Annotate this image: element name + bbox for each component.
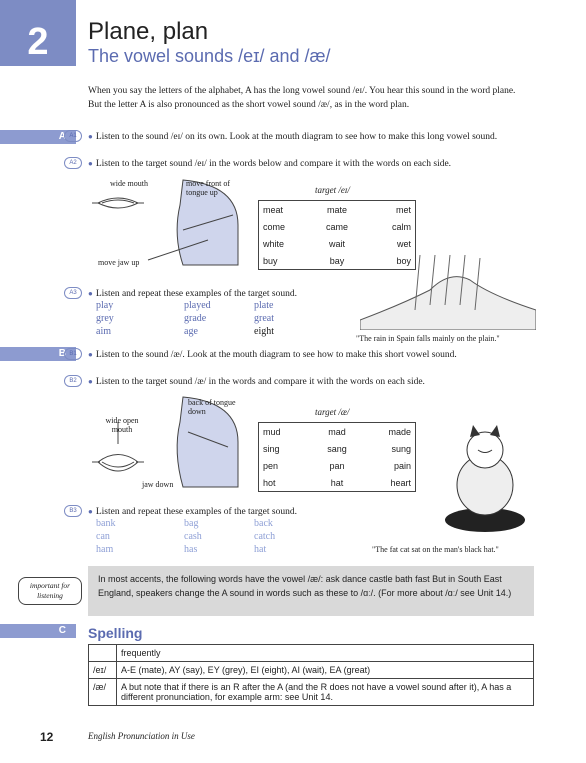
section-b-tab: B — [0, 347, 76, 361]
audio-track-icon[interactable]: A2 — [64, 157, 82, 169]
sound-cell: /eɪ/ — [89, 662, 117, 679]
example-word: grey — [96, 313, 114, 324]
section-a-instruction-3: ● Listen and repeat these examples of the target sound. — [88, 289, 297, 299]
example-word: plate — [254, 300, 274, 311]
audio-track-icon[interactable]: B1 — [64, 348, 82, 360]
label-open-mouth: wide open mouth — [105, 416, 139, 434]
rain-illustration — [360, 250, 536, 330]
table-header: frequently — [117, 645, 534, 662]
example-word: has — [184, 544, 198, 555]
page-title: Plane, plan — [88, 18, 209, 45]
table-row: white wait wet — [263, 238, 411, 249]
section-a-tab: A — [0, 130, 76, 144]
section-c-tab: C — [0, 624, 76, 638]
examples-ae — [96, 518, 324, 555]
sound-cell: /æ/ — [89, 679, 117, 706]
example-word: ham — [96, 544, 114, 555]
mouth-diagram-ei — [88, 175, 248, 270]
unit-number-badge: 2 — [0, 0, 76, 66]
example-word: bag — [184, 518, 199, 529]
table-row: hot hat heart — [263, 477, 411, 488]
label-jaw-up: move jaw up — [98, 258, 140, 267]
table-row: sing sang sung — [263, 443, 411, 454]
intro-paragraph: When you say the letters of the alphabet, A has the long vowel sound /eɪ/. You hear this sound in the word plane. But the letter A is also pronounced as the short vowel sound /æ/, as in the word plan. — [88, 86, 516, 110]
section-b-instruction-2: ● Listen to the target sound /æ/ in the words and compare it with the words on each side. — [88, 377, 425, 387]
table-row — [89, 645, 534, 662]
example-word: hat — [254, 544, 267, 555]
spelling-cell: A-E (mate), AY (say), EY (grey), EI (eight), AI (wait), EA (great) — [117, 662, 534, 679]
table-row — [89, 662, 534, 679]
example-word: can — [96, 531, 110, 542]
spelling-heading: Spelling — [88, 625, 143, 641]
section-b-instruction-1: ● Listen to the sound /æ/. Look at the mouth diagram to see how to make this short vowel sound. — [88, 350, 457, 360]
spelling-table — [88, 644, 534, 706]
table-row: pen pan pain — [263, 460, 411, 471]
section-b-instruction-3: ● Listen and repeat these examples of the target sound. — [88, 507, 297, 517]
label-jaw-down: jaw down — [142, 480, 174, 489]
comparison-table-ae — [258, 422, 416, 492]
page-number: 12 — [40, 730, 54, 744]
audio-track-icon[interactable]: A1 — [64, 130, 82, 142]
example-word: aim — [96, 326, 111, 337]
example-word: cash — [184, 531, 202, 542]
important-for-listening-tag: important for listening — [18, 577, 82, 605]
section-a-instruction-1: ● Listen to the sound /eɪ/ on its own. Look at the mouth diagram to see how to make this long vowel sound. — [88, 132, 498, 142]
example-word: age — [184, 326, 198, 337]
table-row: buy bay boy — [263, 255, 411, 266]
cat-illustration — [440, 425, 536, 535]
label-tongue-down: back of tongue down — [188, 398, 236, 416]
caption-cat: "The fat cat sat on the man's black hat." — [372, 545, 499, 554]
page-subtitle: The vowel sounds /eɪ/ and /æ/ — [88, 46, 331, 66]
label-tongue-up: move front of tongue up — [186, 179, 230, 197]
mouth-diagram-ae — [88, 392, 248, 492]
target-label-ae: target /æ/ — [315, 407, 350, 417]
audio-track-icon[interactable]: B3 — [64, 505, 82, 517]
table-row: come came calm — [263, 221, 411, 232]
caption-rain: "The rain in Spain falls mainly on the plain." — [356, 334, 500, 343]
example-word: play — [96, 300, 114, 311]
example-word: played — [184, 300, 211, 311]
example-word: back — [254, 518, 273, 529]
target-label-ei: target /eɪ/ — [315, 185, 350, 195]
example-word: grade — [184, 313, 207, 324]
label-wide-mouth: wide mouth — [110, 179, 148, 188]
example-word: eight — [254, 326, 274, 337]
examples-ei — [96, 300, 324, 337]
table-row: meat mate met — [263, 204, 411, 215]
section-a-instruction-2: ● Listen to the target sound /eɪ/ in the words below and compare it with the words on each side. — [88, 159, 452, 169]
example-word: great — [254, 313, 274, 324]
table-row: mud mad made — [263, 426, 411, 437]
listening-note: In most accents, the following words have the vowel /æ/: ask dance castle bath fast But in South East England, speakers change the A sound in words such as these to /ɑː/. (For more about /ɑː/ see Unit 14.) — [88, 566, 534, 616]
example-word: catch — [254, 531, 276, 542]
table-row — [89, 679, 534, 706]
example-word: bank — [96, 518, 116, 529]
book-title: English Pronunciation in Use — [88, 731, 195, 741]
audio-track-icon[interactable]: A3 — [64, 287, 82, 299]
spelling-cell: A but note that if there is an R after the A (and the R does not have a vowel sound after it), A has a different pronunciation, for example arm: see Unit 14. — [117, 679, 534, 706]
audio-track-icon[interactable]: B2 — [64, 375, 82, 387]
